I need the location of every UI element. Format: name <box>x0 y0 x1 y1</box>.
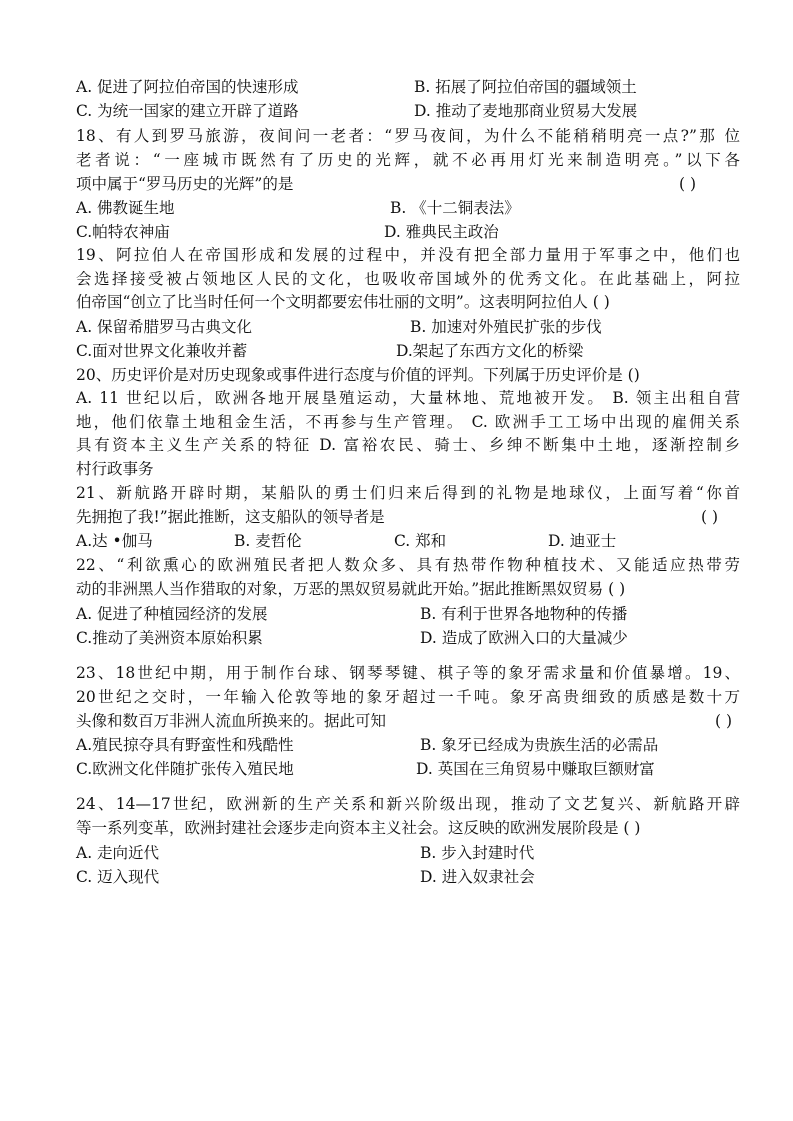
q24-stem-line-2: 等一系列变革，欧洲封建社会逐步走向资本主义社会。这反映的欧洲发展阶段是 ( ) <box>76 819 641 837</box>
q21-option-a: A.达 •伽马 <box>76 532 153 550</box>
q23-answer-blank: ( ) <box>714 712 732 730</box>
q23-option-b: B. 象牙已经成为贵族生活的必需品 <box>420 736 659 754</box>
q22-stem-line-2: 动的非洲黑人当作猎取的对象，万恶的黑奴贸易就此开始。”据此推断黑奴贸易 ( ) <box>76 580 626 598</box>
q22-stem-line-1: 22、“利欲熏心的欧洲殖民者把人数众多、具有热带作物种植技术、又能适应热带劳 <box>76 556 740 574</box>
q23-option-d: D. 英国在三角贸易中赚取巨额财富 <box>416 760 655 778</box>
q18-option-c: C.帕特农神庙 <box>76 223 170 241</box>
q23-option-a: A.殖民掠夺具有野蛮性和残酷性 <box>76 736 294 754</box>
q20-stem-line-4: 具有资本主义生产关系的特征 D. 富裕农民、骑士、乡绅不断集中土地，逐渐控制乡 <box>76 436 740 454</box>
q18-stem-line-3: 项中属于“罗马历史的光辉”的是 ( ) <box>76 175 696 193</box>
q21-stem-line-2: 先拥抱了我!”据此推断，这支船队的领导者是 ( ) <box>76 508 718 526</box>
q17-option-c: C. 为统一国家的建立开辟了道路 <box>76 102 299 120</box>
q23-stem-line-2: 20世纪之交时，一年输入伦敦等地的象牙超过一千吨。象牙高贵细致的质感是数十万 <box>76 688 740 706</box>
q18-answer-blank: ( ) <box>678 175 696 193</box>
q24-option-b: B. 步入封建时代 <box>420 844 535 862</box>
q23-option-c: C.欧洲文化伴随扩张传入殖民地 <box>76 760 294 778</box>
q19-option-a: A. 保留希腊罗马古典文化 <box>76 318 253 336</box>
q24-option-c: C. 迈入现代 <box>76 868 160 886</box>
q20-stem-line-3: 地，他们依靠土地租金生活，不再参与生产管理。 C. 欧洲手工工场中出现的雇佣关系 <box>76 413 740 431</box>
q18-option-a: A. 佛教诞生地 <box>76 199 175 217</box>
q17-option-a: A. 促进了阿拉伯帝国的快速形成 <box>76 78 299 96</box>
q22-option-c: C.推动了美洲资本原始积累 <box>76 629 263 647</box>
q19-stem-line-2: 会选择接受被占领地区人民的文化，也吸收帝国域外的优秀文化。在此基础上，阿拉 <box>76 270 740 288</box>
q17-option-d: D. 推动了麦地那商业贸易大发展 <box>414 102 638 120</box>
q21-option-b: B. 麦哲伦 <box>234 532 302 550</box>
q21-option-d: D. 迪亚士 <box>548 532 617 550</box>
q19-stem-line-1: 19、阿拉伯人在帝国形成和发展的过程中，并没有把全部力量用于军事之中，他们也 <box>76 246 740 264</box>
q20-stem-line-2: A. 11 世纪以后，欧洲各地开展垦殖运动，大量林地、荒地被开发。 B. 领主出租自营 <box>76 389 740 407</box>
q18-option-d: D. 雅典民主政治 <box>384 223 499 241</box>
q24-stem-line-1: 24、14—17世纪，欧洲新的生产关系和新兴阶级出现，推动了文艺复兴、新航路开辟 <box>76 795 740 813</box>
q22-option-d: D. 造成了欧洲入口的大量减少 <box>420 629 628 647</box>
q23-stem-line-1: 23、18世纪中期，用于制作台球、钢琴琴键、棋子等的象牙需求量和价值暴增。19、 <box>76 664 740 682</box>
q18-stem-line-2: 老者说：“一座城市既然有了历史的光辉，就不必再用灯光来制造明亮。”以下各 <box>76 151 740 169</box>
q22-option-b: B. 有利于世界各地物种的传播 <box>420 605 628 623</box>
q22-option-a: A. 促进了种植园经济的发展 <box>76 605 268 623</box>
q19-option-c: C.面对世界文化兼收并蓄 <box>76 342 248 360</box>
q19-stem-line-3: 伯帝国“创立了比当时任何一个文明都要宏伟壮丽的文明”。这表明阿拉伯人 ( ) <box>76 293 610 311</box>
q19-option-b: B. 加速对外殖民扩张的步伐 <box>410 318 602 336</box>
q20-stem-line-5: 村行政事务 <box>76 460 154 478</box>
q20-stem-line-1: 20、历史评价是对历史现象或事件进行态度与价值的评判。下列属于历史评价是 () <box>76 366 640 384</box>
q18-option-b: B. 《十二铜表法》 <box>390 199 520 217</box>
q19-option-d: D.架起了东西方文化的桥梁 <box>396 342 584 360</box>
q21-stem-line-1: 21、新航路开辟时期，某船队的勇士们归来后得到的礼物是地球仪，上面写着“你首 <box>76 484 740 502</box>
q24-option-a: A. 走向近代 <box>76 844 160 862</box>
q21-option-c: C. 郑和 <box>394 532 447 550</box>
q24-option-d: D. 进入奴隶社会 <box>420 868 535 886</box>
q17-option-b: B. 拓展了阿拉伯帝国的疆域领土 <box>414 78 637 96</box>
q21-answer-blank: ( ) <box>700 508 718 526</box>
q18-stem-line-1: 18、有人到罗马旅游，夜间问一老者：“罗马夜间，为什么不能稍稍明亮一点?”那 位 <box>76 127 740 145</box>
q23-stem-line-3: 头像和数百万非洲人流血所换来的。据此可知 ( ) <box>76 712 732 730</box>
